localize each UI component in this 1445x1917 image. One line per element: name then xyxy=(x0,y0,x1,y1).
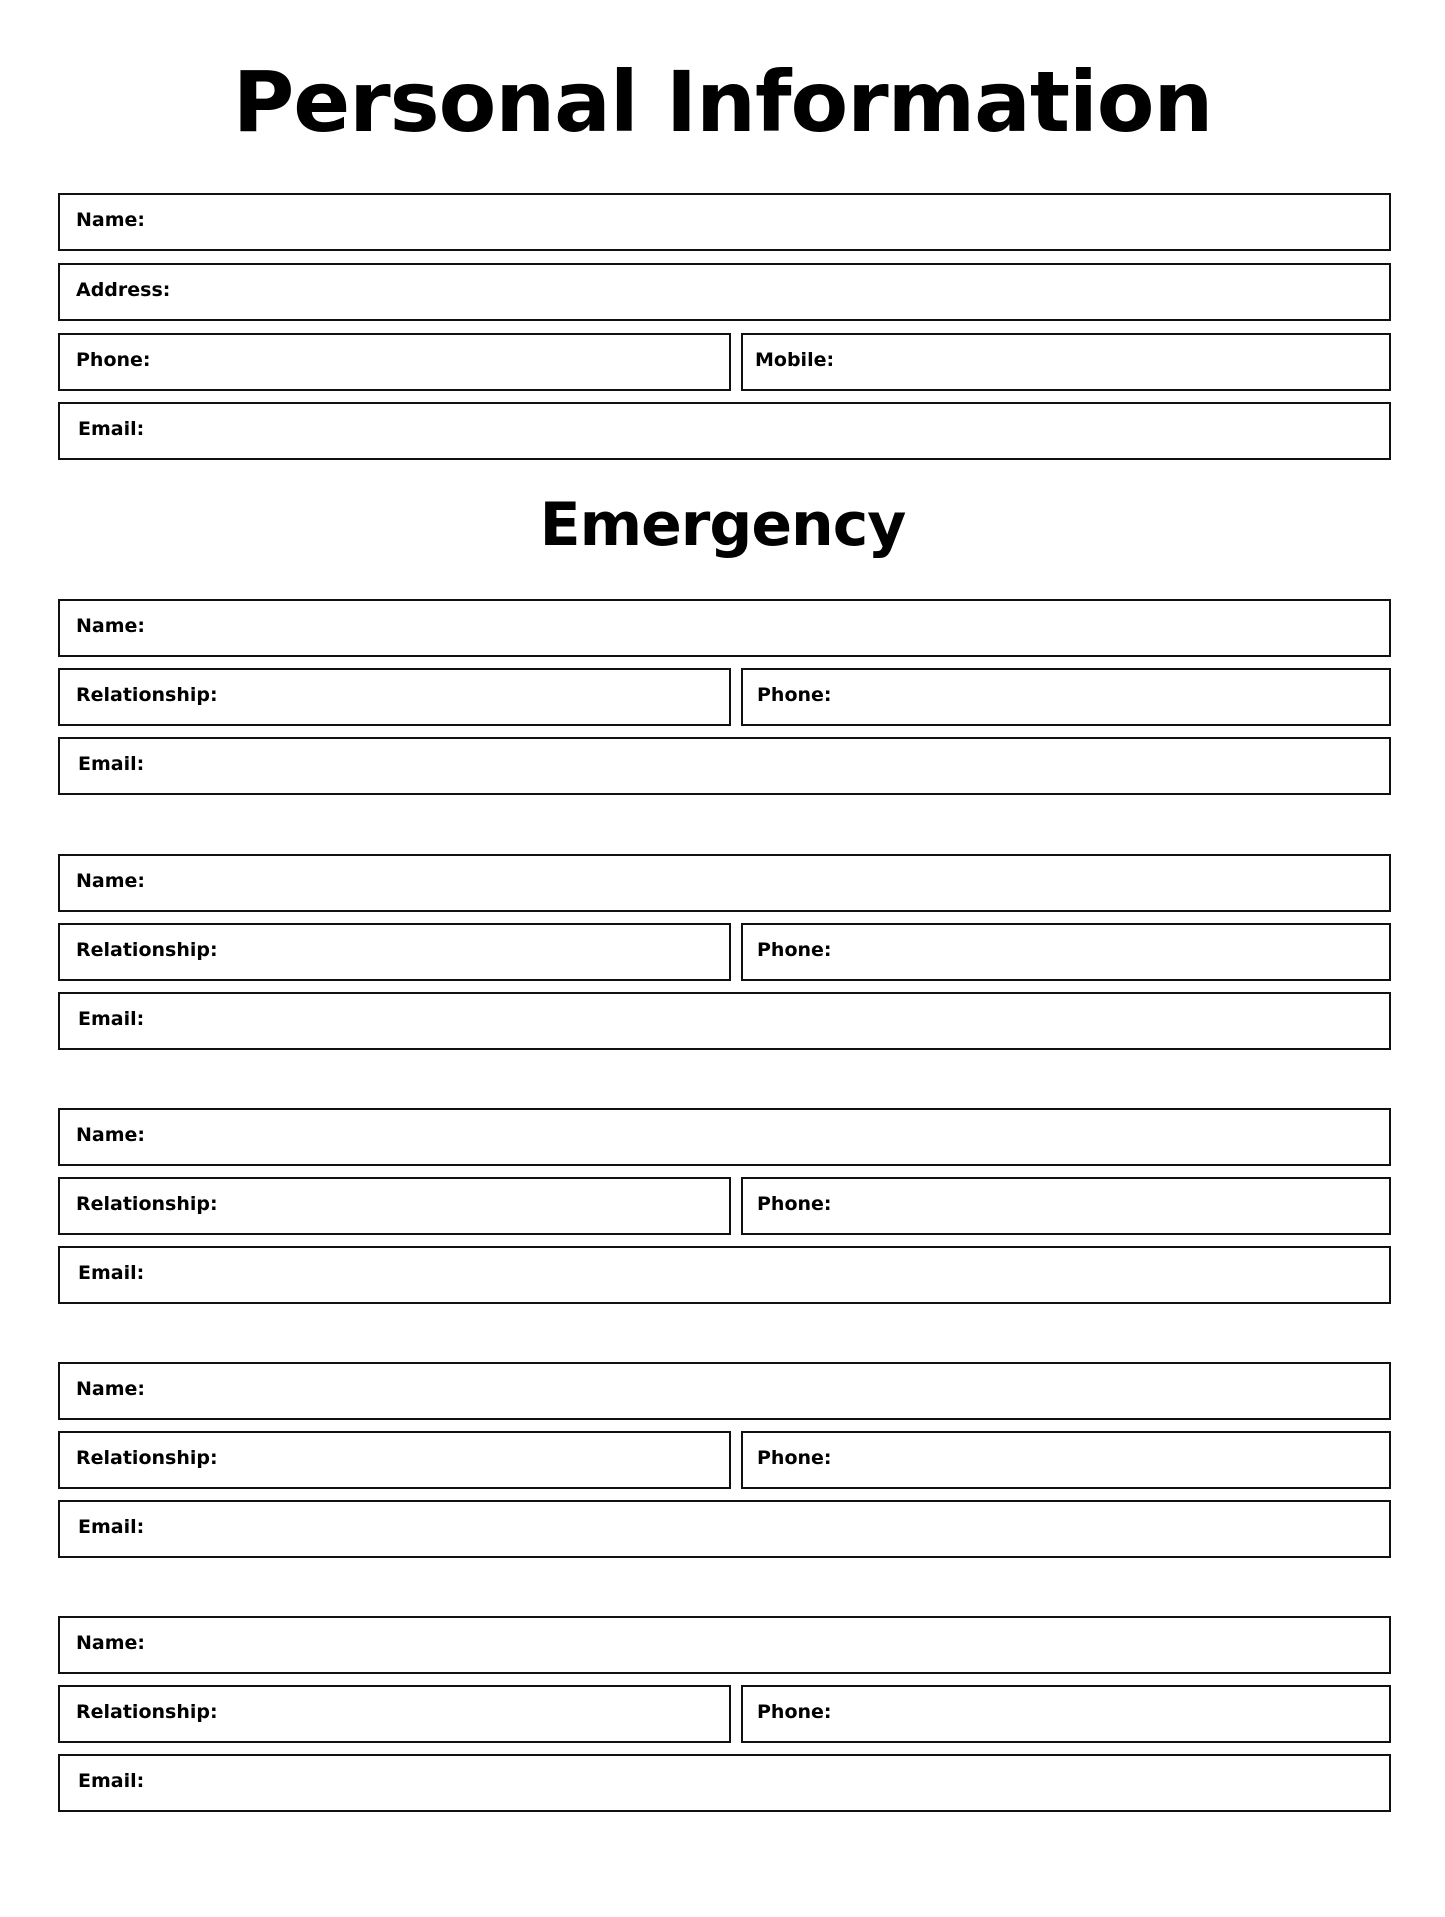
emergency-5-email-label: Email: xyxy=(78,1770,145,1792)
emergency-4-relationship-field[interactable] xyxy=(58,1431,731,1489)
emergency-3-name-field[interactable] xyxy=(58,1108,1391,1166)
emergency-4-email-label: Email: xyxy=(78,1516,145,1538)
emergency-4-name-field[interactable] xyxy=(58,1362,1391,1420)
emergency-2-name-label: Name: xyxy=(76,870,146,892)
personal-email-label: Email: xyxy=(78,418,145,440)
emergency-1-phone-label: Phone: xyxy=(757,684,832,706)
personal-email-field[interactable] xyxy=(58,402,1391,460)
emergency-1-email-field[interactable] xyxy=(58,737,1391,795)
emergency-5-phone-label: Phone: xyxy=(757,1701,832,1723)
personal-address-field[interactable] xyxy=(58,263,1391,321)
page-title: Personal Information xyxy=(232,53,1213,151)
emergency-5-relationship-field[interactable] xyxy=(58,1685,731,1743)
emergency-5-email-field[interactable] xyxy=(58,1754,1391,1812)
emergency-1-phone-field[interactable] xyxy=(741,668,1391,726)
emergency-1-name-label: Name: xyxy=(76,615,146,637)
emergency-3-name-label: Name: xyxy=(76,1124,146,1146)
emergency-4-relationship-label: Relationship: xyxy=(76,1447,218,1469)
emergency-4-name-label: Name: xyxy=(76,1378,146,1400)
personal-name-label: Name: xyxy=(76,209,146,231)
emergency-5-name-label: Name: xyxy=(76,1632,146,1654)
emergency-2-email-label: Email: xyxy=(78,1008,145,1030)
emergency-5-relationship-label: Relationship: xyxy=(76,1701,218,1723)
personal-phone-field[interactable] xyxy=(58,333,731,391)
emergency-2-phone-label: Phone: xyxy=(757,939,832,961)
emergency-2-email-field[interactable] xyxy=(58,992,1391,1050)
emergency-5-name-field[interactable] xyxy=(58,1616,1391,1674)
emergency-3-email-label: Email: xyxy=(78,1262,145,1284)
emergency-1-name-field[interactable] xyxy=(58,599,1391,657)
personal-name-field[interactable] xyxy=(58,193,1391,251)
emergency-3-relationship-label: Relationship: xyxy=(76,1193,218,1215)
emergency-3-email-field[interactable] xyxy=(58,1246,1391,1304)
emergency-4-phone-label: Phone: xyxy=(757,1447,832,1469)
emergency-2-relationship-label: Relationship: xyxy=(76,939,218,961)
personal-address-label: Address: xyxy=(76,279,171,301)
personal-phone-label: Phone: xyxy=(76,349,151,371)
emergency-1-email-label: Email: xyxy=(78,753,145,775)
emergency-1-relationship-field[interactable] xyxy=(58,668,731,726)
emergency-1-relationship-label: Relationship: xyxy=(76,684,218,706)
emergency-title: Emergency xyxy=(539,490,906,560)
emergency-3-phone-field[interactable] xyxy=(741,1177,1391,1235)
emergency-4-phone-field[interactable] xyxy=(741,1431,1391,1489)
personal-mobile-field[interactable] xyxy=(741,333,1391,391)
emergency-3-relationship-field[interactable] xyxy=(58,1177,731,1235)
emergency-5-phone-field[interactable] xyxy=(741,1685,1391,1743)
emergency-3-phone-label: Phone: xyxy=(757,1193,832,1215)
personal-mobile-label: Mobile: xyxy=(755,349,835,371)
emergency-2-relationship-field[interactable] xyxy=(58,923,731,981)
emergency-2-phone-field[interactable] xyxy=(741,923,1391,981)
emergency-4-email-field[interactable] xyxy=(58,1500,1391,1558)
emergency-2-name-field[interactable] xyxy=(58,854,1391,912)
